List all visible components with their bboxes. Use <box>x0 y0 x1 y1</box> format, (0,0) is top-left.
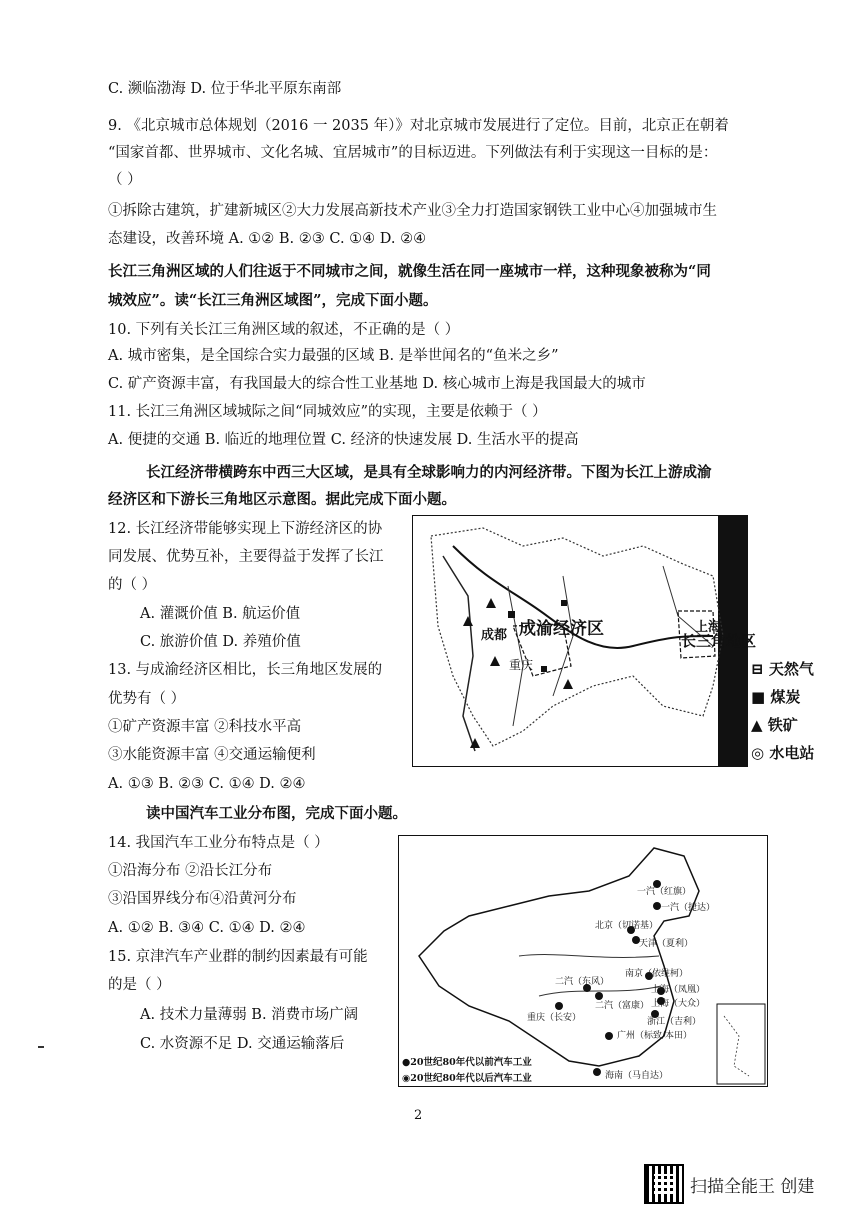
map1-label-yrd: 长三角地区 <box>681 632 757 650</box>
map1-label-chengyu: 成渝经济区 <box>519 619 604 639</box>
question-9-options: 态建设，改善环境 A. ①② B. ②③ C. ①④ D. ②④ <box>108 231 427 247</box>
legend-coal-label: 煤炭 <box>770 688 801 706</box>
legend-hydro-label: 水电站 <box>769 744 815 762</box>
map2-label-dongfeng: 二汽（东风） <box>555 977 610 987</box>
question-13-items-12: ①矿产资源丰富 ②科技水平高 <box>108 719 302 735</box>
filled-dot-icon: ● <box>402 1057 411 1068</box>
map2-label-beijing: 北京（切诺基） <box>595 921 659 931</box>
legend-iron <box>751 714 798 735</box>
map2-label-zhejiang: 浙江（吉利） <box>647 1017 702 1027</box>
question-13-items-34: ③水能资源丰富 ④交通运输便利 <box>108 747 316 763</box>
legend-iron-label: 铁矿 <box>767 716 798 734</box>
map2-label-faw: 一汽（红旗） <box>637 887 692 897</box>
ring-dot-icon: ◉ <box>402 1073 411 1084</box>
scanner-watermark <box>644 1164 814 1204</box>
question-13-stem: 13. 与成渝经济区相比，长三角地区发展的 <box>108 662 383 678</box>
map2-label-hainan: 海南（马自达） <box>605 1071 669 1081</box>
question-15-stem: 15. 京津汽车产业群的制约因素最有可能 <box>108 949 368 965</box>
question-13-stem-2: 优势有（ ） <box>108 691 186 707</box>
material-yangtze-intro-2: 经济区和下游长三角地区示意图。据此完成下面小题。 <box>108 491 456 508</box>
question-15-options-ab: A. 技术力量薄弱 B. 消费市场广阔 <box>140 1007 359 1023</box>
question-9-items: ①拆除古建筑，扩建新城区②大力发展高新技术产业③全力打造国家钢铁工业中心④加强城市生 <box>108 203 717 219</box>
question-10-options-ab: A. 城市密集，是全国综合实力最强的区域 B. 是举世闻名的“鱼米之乡” <box>108 348 559 364</box>
map2-label-faw2: 一汽（捷达） <box>661 903 716 913</box>
map2-label-guangzhou: 广州（标致/本田） <box>617 1031 693 1041</box>
material-yrd-intro-2: 城效应”。读“长江三角洲区域图”，完成下面小题。 <box>108 292 438 309</box>
map1-label-chongqing: 重庆 <box>509 658 534 672</box>
material-yrd-intro: 长江三角洲区域的人们往返于不同城市之间，就像生活在同一座城市一样，这种现象被称为“同 <box>108 263 711 280</box>
china-auto-map <box>398 835 768 1087</box>
question-9-stem: 9. 《北京城市总体规划（2016 一 2035 年）》对北京城市发展进行了定位。目前，北京正在朝着 <box>108 118 729 134</box>
gas-icon: ⊟ <box>751 660 764 678</box>
map1-label-shanghai: 上海 <box>695 620 722 635</box>
hydro-icon: ◎ <box>751 744 765 762</box>
question-15-stem-2: 的是（ ） <box>108 977 171 993</box>
question-12-stem-3: 的（ ） <box>108 577 157 593</box>
map2-label-tianjin: 天津（夏利） <box>639 939 694 949</box>
map2-legend-after-label: 20世纪80年代以后汽车工业 <box>410 1073 532 1084</box>
question-11-stem: 11. 长江三角洲区域城际之间“同城效应”的实现，主要是依赖于（ ） <box>108 404 547 420</box>
legend-gas-label: 天然气 <box>768 660 814 678</box>
page-number: 2 <box>414 1108 423 1123</box>
question-9-blank: （ ） <box>108 172 142 188</box>
question-10-stem: 10. 下列有关长江三角洲区域的叙述，不正确的是（ ） <box>108 322 460 338</box>
material-auto-intro: 读中国汽车工业分布图，完成下面小题。 <box>146 805 407 822</box>
question-13-options: A. ①③ B. ②③ C. ①④ D. ②④ <box>108 776 306 792</box>
legend-gas <box>751 658 814 679</box>
china-map-graphic <box>399 836 767 1086</box>
map1-label-chengdu: 成都 <box>481 628 508 643</box>
map2-legend-before <box>402 1054 532 1068</box>
legend-hydro <box>751 742 814 763</box>
question-9-stem-2: “国家首都、世界城市、文化名城、宜居城市”的目标迈进。下列做法有利于实现这一目标的是： <box>108 145 718 161</box>
question-11-options: A. 便捷的交通 B. 临近的地理位置 C. 经济的快速发展 D. 生活水平的提高 <box>108 432 579 448</box>
legend-coal <box>751 686 800 707</box>
question-12-stem: 12. 长江经济带能够实现上下游经济区的协 <box>108 521 383 537</box>
question-10-options-cd: C. 矿产资源丰富，有我国最大的综合性工业基地 D. 核心城市上海是我国最大的城市 <box>108 376 646 392</box>
map2-label-shanghai-dazhong: 上海（大众） <box>651 999 706 1009</box>
yangtze-economic-map <box>412 515 757 767</box>
coal-icon: ■ <box>751 688 766 706</box>
qr-code-icon <box>644 1164 684 1204</box>
question-12-options-cd: C. 旅游价值 D. 养殖价值 <box>140 634 301 650</box>
iron-icon: ▲ <box>751 716 763 734</box>
map2-label-nanjing: 南京（依维柯） <box>625 969 689 979</box>
margin-mark <box>38 1046 44 1048</box>
map2-label-dongfeng-fukang: 二汽（富康） <box>595 1001 650 1011</box>
question-12-stem-2: 同发展、优势互补，主要得益于发挥了长江 <box>108 549 384 565</box>
question-14-stem: 14. 我国汽车工业分布特点是（ ） <box>108 835 329 851</box>
map2-label-shanghai-fengfeng: 上海（凤凰） <box>651 985 706 995</box>
question-12-options-ab: A. 灌溉价值 B. 航运价值 <box>140 606 301 622</box>
material-yangtze-intro: 长江经济带横跨东中西三大区域，是具有全球影响力的内河经济带。下图为长江上游成渝 <box>146 464 712 481</box>
map2-label-chongqing: 重庆（长安） <box>527 1013 582 1023</box>
map2-legend-after <box>402 1070 532 1084</box>
question-14-options: A. ①② B. ③④ C. ①④ D. ②④ <box>108 920 306 936</box>
question-14-items-34: ③沿国界线分布④沿黄河分布 <box>108 891 297 907</box>
question-14-items-12: ①沿海分布 ②沿长江分布 <box>108 863 273 879</box>
watermark-text: 扫描全能王 创建 <box>690 1176 815 1197</box>
option-line-c-d: C. 濒临渤海 D. 位于华北平原东南部 <box>108 81 342 97</box>
question-15-options-cd: C. 水资源不足 D. 交通运输落后 <box>140 1036 345 1052</box>
map2-legend-before-label: 20世纪80年代以前汽车工业 <box>410 1057 532 1068</box>
